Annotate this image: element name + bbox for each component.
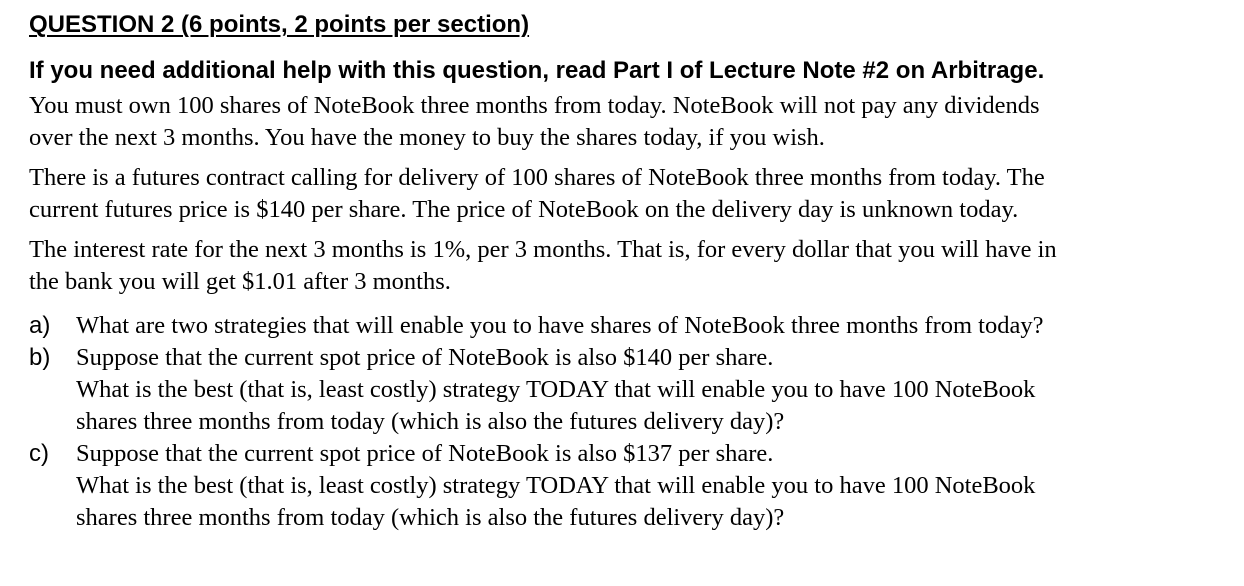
paragraph-ownership [29, 90, 1229, 154]
part-line: shares three months from today (which is also the futures delivery day)? [76, 408, 785, 435]
paragraph-line: over the next 3 months. You have the money to buy the shares today, if you wish. [29, 124, 825, 151]
paragraph-interest [29, 234, 1229, 298]
paragraph-line: current futures price is $140 per share. The price of NoteBook on the delivery day is unknown today. [29, 196, 1019, 223]
question-parts-list [29, 310, 1229, 534]
part-text [76, 310, 1229, 342]
part-line: shares three months from today (which is also the futures delivery day)? [76, 504, 785, 531]
part-letter: c) [29, 440, 49, 467]
question-title: QUESTION 2 (6 points, 2 points per section) [29, 11, 530, 38]
paragraph-line: There is a futures contract calling for delivery of 100 shares of NoteBook three months from today. The [29, 164, 1045, 191]
part-letter: a) [29, 312, 51, 339]
part-line: What is the best (that is, least costly) strategy TODAY that will enable you to have 100 NoteBook [76, 472, 1036, 499]
part-line: Suppose that the current spot price of NoteBook is also $137 per share. [76, 440, 774, 467]
help-note: If you need additional help with this question, read Part I of Lecture Note #2 on Arbitrage. [29, 57, 1045, 84]
part-c [29, 438, 1229, 534]
paragraph-line: the bank you will get $1.01 after 3 months. [29, 268, 451, 295]
question-document [29, 6, 1229, 534]
part-b [29, 342, 1229, 438]
part-text [76, 342, 1229, 438]
part-line: Suppose that the current spot price of NoteBook is also $140 per share. [76, 344, 774, 371]
paragraph-futures [29, 162, 1229, 226]
paragraph-line: The interest rate for the next 3 months is 1%, per 3 months. That is, for every dollar that you will have in [29, 236, 1057, 263]
part-text [76, 438, 1229, 534]
part-line: What are two strategies that will enable you to have shares of NoteBook three months from today? [76, 312, 1044, 339]
part-letter: b) [29, 344, 51, 371]
paragraph-line: You must own 100 shares of NoteBook three months from today. NoteBook will not pay any dividends [29, 92, 1040, 119]
part-line: What is the best (that is, least costly) strategy TODAY that will enable you to have 100 NoteBook [76, 376, 1036, 403]
part-a [29, 310, 1229, 342]
